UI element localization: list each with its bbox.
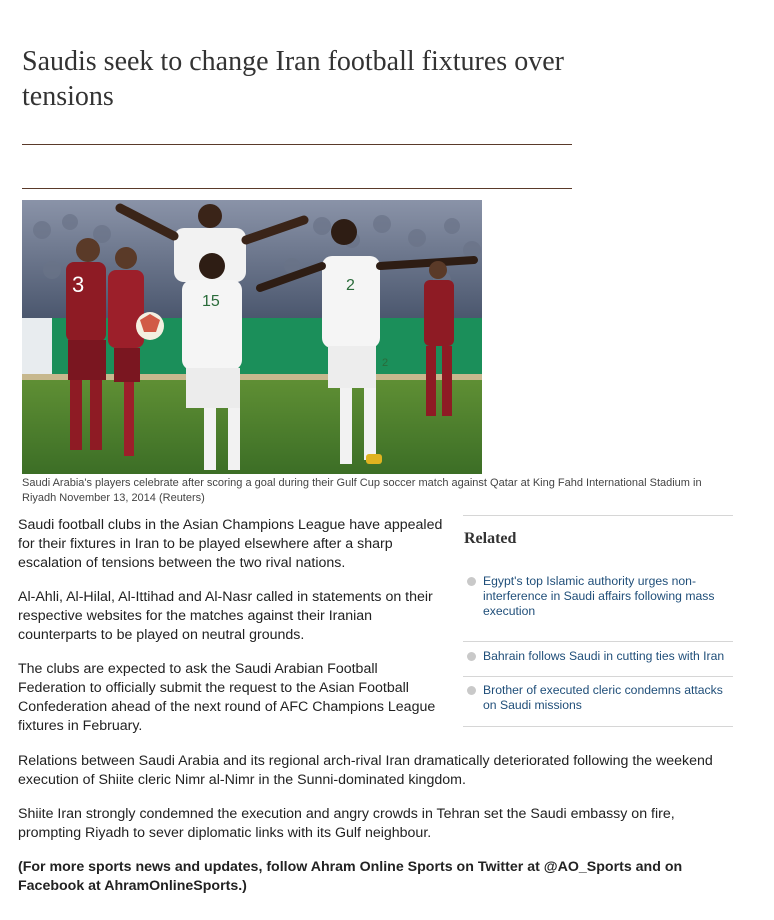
article-paragraph: Shiite Iran strongly condemned the execution and angry crowds in Tehran set the Saudi embassy on fire, prompting Riyadh to sever diplomatic links with its Gulf neighbour. (18, 806, 675, 841)
related-item[interactable] (463, 572, 733, 642)
jersey-number: 3 (72, 272, 85, 297)
article-paragraph: Relations between Saudi Arabia and its regional arch-rival Iran dramatically deteriorated following the weekend execution of Shiite cleric Nimr al-Nimr in the Sunni-dominated kingdom. (18, 753, 713, 788)
photo-caption: Saudi Arabia's players celebrate after scoring a goal during their Gulf Cup soccer match against Qatar at King Fahd International Stadium in Riyadh November 13, 2014 (Reuters) (22, 477, 702, 504)
bullet-icon (467, 577, 476, 586)
subheadline-divider (22, 188, 572, 189)
article-paragraph: The clubs are expected to ask the Saudi Arabian Football Federation to officially submit the request to the Asian Football Confederation ahead of the next round of AFC Champions League fixtures in February. (18, 661, 436, 734)
related-item[interactable] (463, 642, 733, 677)
related-link[interactable]: Brother of executed cleric condemns attacks on Saudi missions (483, 683, 723, 712)
jersey-number: 15 (202, 293, 220, 310)
related-link[interactable]: Bahrain follows Saudi in cutting ties with Iran (483, 649, 725, 663)
article-headline: Saudis seek to change Iran football fixtures over tensions (22, 46, 564, 112)
related-title: Related (464, 530, 517, 547)
bullet-icon (467, 686, 476, 695)
article-paragraph: Saudi football clubs in the Asian Champions League have appealed for their fixtures in Iran to be played elsewhere after a sharp escalation of tensions between the two rival nations. (18, 517, 443, 571)
social-follow-note: (For more sports news and updates, follow Ahram Online Sports on Twitter at @AO_Sports and on Facebook at AhramOnlineSports.) (18, 859, 683, 894)
related-link[interactable]: Egypt's top Islamic authority urges non-interference in Saudi affairs following mass execution (483, 574, 715, 618)
article-photo (22, 200, 482, 474)
article-paragraph: Al-Ahli, Al-Hilal, Al-Ittihad and Al-Nasr called in statements on their respective websites for the matches against their Iranian counterparts to be played on neutral grounds. (18, 589, 433, 643)
bullet-icon (467, 652, 476, 661)
jersey-number: 2 (346, 277, 355, 294)
headline-divider (22, 144, 572, 145)
photo-illustration (22, 200, 482, 474)
jersey-number: 2 (382, 357, 389, 369)
related-item[interactable] (463, 677, 733, 727)
related-box (463, 515, 733, 727)
